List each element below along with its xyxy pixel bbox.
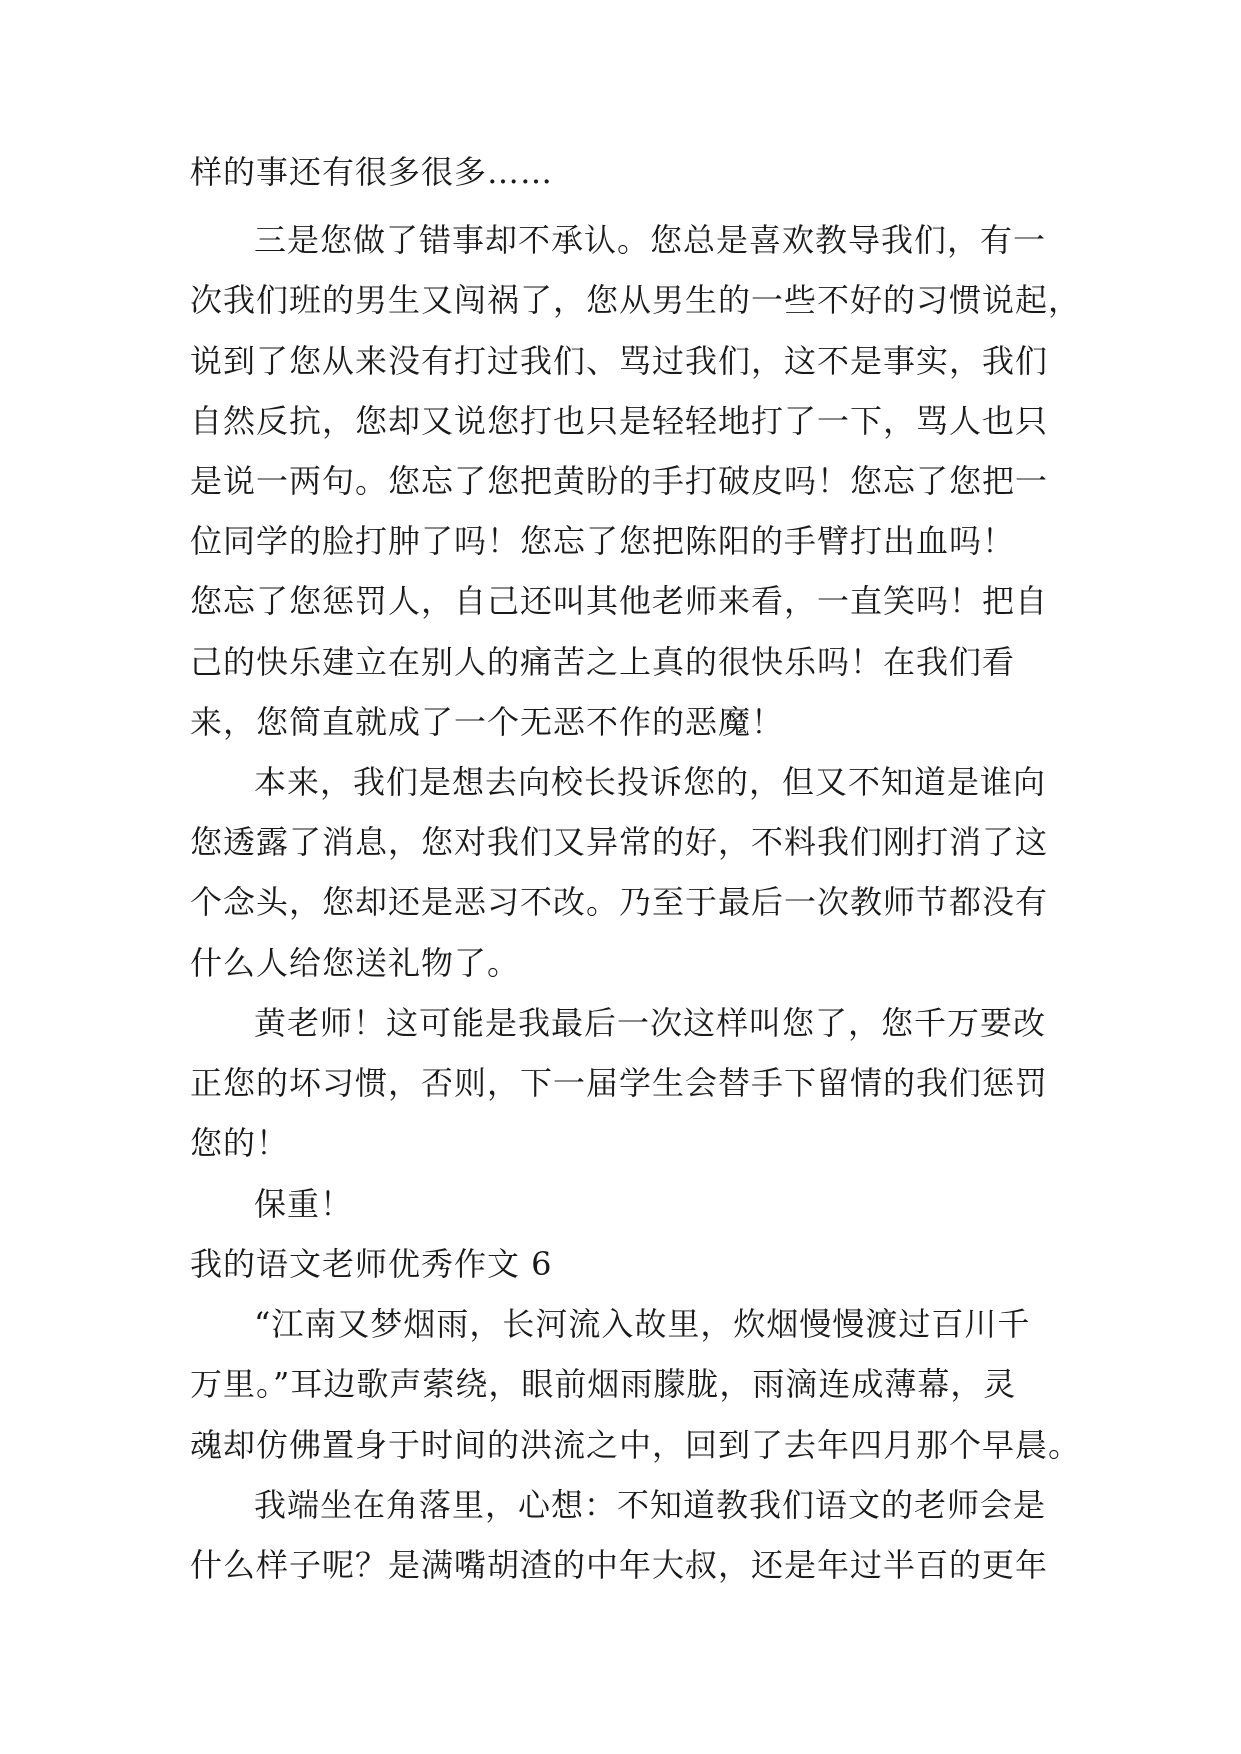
paragraph-start-line: 本来，我们是想去向校长投诉您的，但又不知道是谁向 (254, 763, 1047, 801)
text-line: 是说一两句。您忘了您把黄盼的手打破皮吗！您忘了您把一 (190, 462, 1049, 500)
text-line: 说到了您从来没有打过我们、骂过我们，这不是事实，我们 (190, 342, 1049, 380)
text-line: 万里。”耳边歌声萦绕，眼前烟雨朦胧，雨滴连成薄幕，灵 (190, 1365, 1017, 1403)
closing-line: 保重！ (254, 1185, 354, 1223)
text-line: 样的事还有很多很多…… (190, 153, 554, 191)
section-heading: 我的语文老师优秀作文 6 (190, 1245, 553, 1283)
paragraph-start-line: 三是您做了错事却不承认。您总是喜欢教导我们，有一 (254, 221, 1047, 259)
text-line: 己的快乐建立在别人的痛苦之上真的很快乐吗！在我们看 (190, 643, 1016, 681)
text-line: 次我们班的男生又闯祸了，您从男生的一些不好的习惯说起， (190, 281, 1082, 319)
text-line: 您的！ (190, 1124, 290, 1162)
text-line: 您忘了您惩罚人，自己还叫其他老师来看，一直笑吗！把自 (190, 582, 1049, 620)
text-line: 什么样子呢？是满嘴胡渣的中年大叔，还是年过半百的更年 (190, 1546, 1049, 1584)
text-line: 什么人给您送礼物了。 (190, 944, 521, 982)
text-line: 个念头，您却还是恶习不改。乃至于最后一次教师节都没有 (190, 883, 1049, 921)
paragraph-start-line: 黄老师！这可能是我最后一次这样叫您了，您千万要改 (254, 1004, 1047, 1042)
text-line: 正您的坏习惯，否则，下一届学生会替手下留情的我们惩罚 (190, 1064, 1049, 1102)
paragraph-start-line: “江南又梦烟雨，长河流入故里，炊烟慢慢渡过百川千 (254, 1305, 1031, 1343)
text-line: 自然反抗，您却又说您打也只是轻轻地打了一下，骂人也只 (190, 402, 1049, 440)
paragraph-start-line: 我端坐在角落里，心想：不知道教我们语文的老师会是 (254, 1486, 1047, 1524)
text-line: 位同学的脸打肿了吗！您忘了您把陈阳的手臂打出血吗！ (190, 522, 1016, 560)
text-line: 来，您简直就成了一个无恶不作的恶魔！ (190, 703, 785, 741)
text-line: 魂却仿佛置身于时间的洪流之中，回到了去年四月那个早晨。 (190, 1426, 1082, 1464)
text-line: 您透露了消息，您对我们又异常的好，不料我们刚打消了这 (190, 823, 1049, 861)
